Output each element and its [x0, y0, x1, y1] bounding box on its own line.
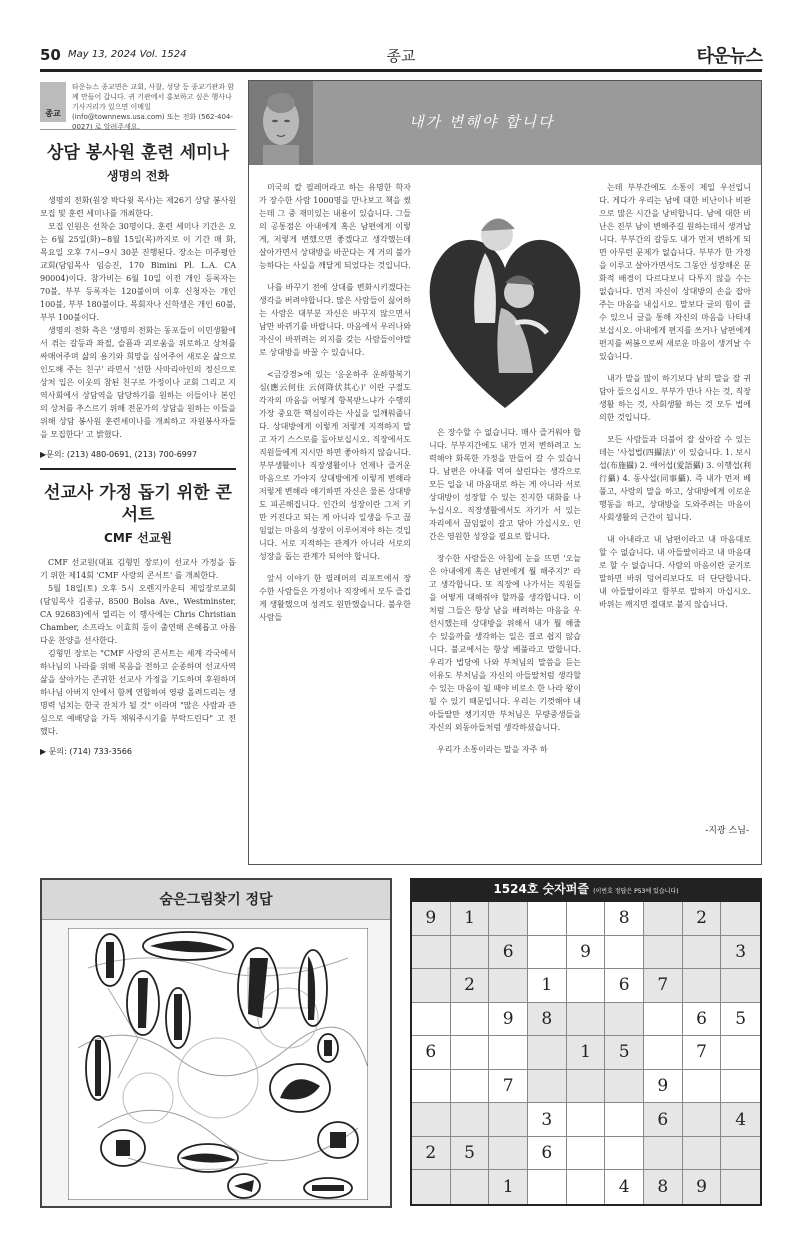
author-signature: -지광 스님- [705, 826, 749, 836]
sudoku-header [410, 878, 762, 900]
article-paragraph: 나를 바꾸기 전에 상대를 변화시키겠다는 생각을 버려야합니다. 많은 사람들이 싫어하는 사람은 대부분 자신은 바꾸지 않으면서 남만 바뀌기를 바랍니다. 마음에서 우러나와 자신이 바뀌려는 의지를 갖는 사람들이야말로 상대방을 바꿀 수 있습니다. [259, 283, 411, 357]
sudoku-cell [451, 1003, 490, 1037]
sudoku-cell: 5 [451, 1137, 490, 1171]
sudoku-cell [451, 936, 490, 970]
sudoku-cell [683, 1070, 722, 1104]
notice-tag-label: 종교 [45, 109, 61, 118]
sudoku-cell [528, 1070, 567, 1104]
sudoku-cell: 9 [644, 1070, 683, 1104]
sudoku-cell [721, 1170, 760, 1204]
article-paragraph: 미국의 칼 필레머라고 하는 유명한 학자가 장수한 사람 1000명을 만나보고 책을 썼는데 그 중 재미있는 내용이 있습니다. 그들의 공통점은 아내에게 혹은 남편에게 이렇게, 저렇게 변했으면 좋겠다고 생각했는데 살아가면서 상대방을 바꾼다는 게 거의 불가능하다는 사실을 깨달게 되었다는 것입니다. [259, 183, 411, 270]
sudoku-cell: 7 [644, 969, 683, 1003]
article1-subtitle: 생명의 전화 [106, 169, 170, 183]
sudoku-cell [644, 1036, 683, 1070]
article1-title: 상담 봉사원 훈련 세미나 [47, 143, 229, 163]
sudoku-cell [412, 969, 451, 1003]
sudoku-cell [644, 902, 683, 936]
hidden-picture-panel [40, 878, 392, 1208]
sudoku-cell: 1 [528, 969, 567, 1003]
sudoku-cell: 2 [683, 902, 722, 936]
sudoku-cell [412, 936, 451, 970]
sudoku-cell: 2 [412, 1137, 451, 1171]
sudoku-cell: 6 [644, 1103, 683, 1137]
article-paragraph: 모든 사람들과 더불어 잘 살아갈 수 있는 데는 '사섭법(四攝法)' 이 있습니다. 1. 보시섭(布施攝) 2. 애어섭(愛語攝) 3. 이행섭(利行攝) 4. 동사섭(同事攝). 즉 내가 먼저 베풀고, 사랑의 말을 하고, 상대방에게 이로운 행동을 하고, 상대방을 도와주려는 마음이 사회생활의 근간이 됩니다. [599, 435, 751, 522]
sudoku-cell [412, 1070, 451, 1104]
sudoku-cell [567, 902, 606, 936]
sudoku-panel [410, 878, 762, 1208]
article2-paragraph: CMF 선교원(대표 김형민 장로)이 선교사 가정을 돕기 위한 제14회 'CMF 사랑의 콘서트' 를 개최한다. [40, 558, 236, 580]
sudoku-cell [528, 1036, 567, 1070]
article-paragraph: <금강경>에 있는 '응운하주 운하항복기심(應云何住 云何降伏其心)' 이란 구절도 각자의 마음을 어떻게 항복받느냐가 수행의 가장 중요한 핵심이라는 사실을 일깨워줍니다. 상대방에게 이렇게 저렇게 지적하지 말고 자기 스스로를 돌아보십시오. 직장에서도 직원들에게 지시만 하면 좋아하지 않습니다. 부부생활이나 직장생활이나 언제나 즐거운 마음으로 가야지 상대방에게 이렇게 변해라 저렇게 변해라 얘기하면 자신은 물론 상대방도 피곤해집니다. 인간의 성장이란 그저 키만 커진다고 되는 게 아니라 일생을 두고 끊임없는 마음의 성장이 이루어져야 하는 것입니다. 서로 지적하는 관계가 아니라 서로의 성장을 돕는 관계가 되어야 합니다. [259, 370, 411, 561]
sudoku-cell: 1 [489, 1170, 528, 1204]
article2-title: 선교사 가정 돕기 위한 콘서트 [44, 483, 232, 525]
sudoku-cell: 8 [528, 1003, 567, 1037]
article1-paragraph: 생명의 전화 측은 '생명의 전화는 동포들이 이민생활에서 겪는 갈등과 좌절, 슬픔과 괴로움을 위로하고 상처를 싸매어주며 삶의 용기와 희망을 심어주어 새로운 삶으로 인도해 주는 친구' 라면서 '선한 사마리아인의 정신으로 상처 입은 이웃의 참된 친구로 가정이나 교회 그리고 지역사회에서 상담역을 담당하기를 원하는 이들이나 본인의 상처를 추스르기 위해 전문가의 상담을 원하는 이들을 위해 상담 봉사원 훈련세미나를 개최하고 자원봉사자들을 모집한다' 고 밝혔다. [40, 326, 236, 439]
sudoku-cell [489, 1036, 528, 1070]
sudoku-cell [412, 1003, 451, 1037]
sudoku-title: 1524호 숫자퍼즐 [493, 882, 589, 896]
sudoku-cell [605, 1103, 644, 1137]
sudoku-cell [528, 1170, 567, 1204]
sudoku-cell [721, 1036, 760, 1070]
sudoku-cell [644, 1137, 683, 1171]
sudoku-cell: 9 [567, 936, 606, 970]
buddha-image [249, 81, 313, 165]
article2-subtitle: CMF 선교원 [104, 531, 172, 545]
sudoku-cell [451, 1070, 490, 1104]
sudoku-cell [451, 1036, 490, 1070]
article-paragraph: 은 장수할 수 없습니다. 매사 즐거워야 합니다. 부부지간에도 내가 먼저 변하려고 노력해야 화목한 가정을 만들어 갈 수 있습니다. 남편은 아내를 먹여 살린다는 생각으로 모든 일을 내 마음대로 하는 게 아니라 서로 상대방이 성장할 수 있는 진지한 대화를 나누십시오. 직장생활에서도 자기가 서 있는 자리에서 끊임없이 갈고 닦아 가십시오. 인간은 영원한 성장을 필요로 합니다. [429, 428, 581, 541]
sudoku-cell: 4 [721, 1103, 760, 1137]
article-column-3 [599, 181, 751, 620]
section-title: 종교 [386, 47, 416, 65]
sudoku-cell [683, 936, 722, 970]
article2-paragraph: 김형민 장로는 "CMF 사랑의 콘서트는 세계 각국에서 하나님의 나라를 위해 복음을 전하고 순종하며 선교사역 삶을 살아가는 존귀한 선교사 가정을 기도하며 후원하며 하나님 아버지 안에서 함께 연합하여 영광 올려드리는 생명력 넘치는 한국 잔치가 될 것" 이라며 "많은 사람과 관심으로 예배당을 가득 채워주시기를 부탁드린다" 고 전했다. [40, 649, 236, 736]
sudoku-cell [567, 969, 606, 1003]
sudoku-cell: 6 [528, 1137, 567, 1171]
sudoku-cell [489, 902, 528, 936]
brand-logo: 타운뉴스 [696, 46, 762, 67]
sudoku-cell: 7 [489, 1070, 528, 1104]
article-paragraph: 는데 부부간에도 소통이 제일 우선입니다. 게다가 우리는 남에 대한 비난이나 비판으로 많은 시간을 낭비합니다. 남에 대한 비난은 진부 남이 변해주길 원하는데서 생겨납니다. 부부간의 갈등도 내가 먼저 변하게 되면 아무런 문제가 없습니다. 부부가 한 가정을 이루고 살아가면서도 그동안 성장해온 문화적 배경이 다르다보니 다투지 않을 수는 없습니다. 먼저 자신이 상대방의 손을 잡아주는 마음을 내십시오. 말보다 글의 힘이 클 수 있으니 글을 통해 자신의 마음을 나타내 보십시오. 아내에게 편지를 쓰거나 남편에게 편지를 써봄으로써 새로운 마음이 생겨날 수 있습니다. [599, 183, 751, 361]
article-banner [249, 81, 761, 165]
sudoku-cell [644, 936, 683, 970]
sudoku-cell: 8 [605, 902, 644, 936]
article-paragraph: 내가 말을 많이 하기보다 남의 말을 잘 귀담아 들으십시오. 부부가 만나 사는 것, 직장생활 하는 것, 사회생활 하는 것 모두 법에 의한 것입니다. [599, 374, 751, 422]
sudoku-grid [410, 900, 762, 1206]
page-header [40, 42, 762, 72]
sudoku-cell [721, 1137, 760, 1171]
hidden-picture-image [68, 928, 368, 1204]
sudoku-cell [451, 1103, 490, 1137]
sudoku-cell: 3 [528, 1103, 567, 1137]
sudoku-cell [605, 936, 644, 970]
sudoku-cell [721, 969, 760, 1003]
sudoku-cell: 6 [683, 1003, 722, 1037]
sudoku-cell: 7 [683, 1036, 722, 1070]
article-paragraph: 앞서 이야기 한 필레머의 리포트에서 장수한 사람들은 가정이나 직장에서 모두 즐겁게 생활했으며 성격도 원만했습니다. 불우한 사람들 [259, 574, 411, 622]
article2-contact: ▶ 문의: (714) 733-3566 [40, 747, 132, 756]
article1-contact: ▶문의: (213) 480-0691, (213) 700-6997 [40, 450, 198, 459]
hidden-picture-title: 숨은그림찾기 정답 [42, 880, 390, 920]
article2-paragraph: 5월 18일(토) 오후 5시 오렌지카운티 제일장로교회(담임목사 김종규, 8500 Bolsa Ave., Westminster, CA 92683)에서 열리는 이 행사에는 Chris Christian Chamber, 소프라노 이효희 등이 출연해 은혜롭고 아름다운 찬양을 선사한다. [40, 584, 236, 645]
article2-body [40, 556, 236, 738]
sudoku-cell [528, 902, 567, 936]
sudoku-note: (이번호 정답은 P53에 있습니다) [593, 888, 679, 895]
sudoku-cell [567, 1103, 606, 1137]
sudoku-cell [605, 1003, 644, 1037]
notice-box [40, 80, 236, 130]
sudoku-cell [683, 1137, 722, 1171]
sudoku-cell [567, 1003, 606, 1037]
sudoku-cell [683, 1103, 722, 1137]
sudoku-cell: 5 [721, 1003, 760, 1037]
sudoku-cell: 6 [412, 1036, 451, 1070]
article-column-1 [259, 181, 411, 633]
sudoku-cell: 2 [451, 969, 490, 1003]
sudoku-cell: 6 [489, 936, 528, 970]
issue-date: May 13, 2024 Vol. 1524 [68, 49, 187, 60]
article1-body [40, 194, 236, 441]
article-paragraph: 우리가 소통이라는 말을 자주 하 [437, 745, 548, 754]
sudoku-cell [567, 1070, 606, 1104]
sudoku-cell: 3 [721, 936, 760, 970]
main-article [248, 80, 762, 865]
sudoku-cell: 6 [605, 969, 644, 1003]
sudoku-cell [605, 1137, 644, 1171]
page-number: 50 [40, 46, 61, 64]
article1-paragraph: 생명의 전화(원장 박다윗 목사)는 제26기 상담 봉사원 모집 및 훈련 세미나를 개최한다. [40, 196, 236, 218]
sudoku-cell [489, 969, 528, 1003]
sudoku-cell [412, 1170, 451, 1204]
sudoku-cell: 1 [567, 1036, 606, 1070]
couple-illustration [415, 173, 595, 418]
sudoku-cell [528, 936, 567, 970]
sudoku-cell: 9 [489, 1003, 528, 1037]
sudoku-cell [721, 1070, 760, 1104]
sudoku-cell: 4 [605, 1170, 644, 1204]
article-paragraph: 내 아내라고 내 남편이라고 내 마음대로 할 수 없습니다. 내 아들딸이라고 내 마음대로 할 수 없습니다. 사람의 마음이란 굳기로 말하면 바위 덩어리보다도 더 단단합니다. 내 아들딸이라고 함부로 말하지 마십시오. 바위는 깨지면 절대로 붙지 않습니다. [599, 535, 751, 609]
sudoku-cell: 8 [644, 1170, 683, 1204]
banner-title: 내가 변해야 합니다 [409, 113, 555, 131]
sudoku-cell [451, 1170, 490, 1204]
sudoku-cell: 1 [451, 902, 490, 936]
sudoku-cell [489, 1137, 528, 1171]
sudoku-cell: 9 [412, 902, 451, 936]
sudoku-cell [644, 1003, 683, 1037]
sudoku-cell [721, 902, 760, 936]
sudoku-cell [412, 1103, 451, 1137]
sudoku-cell [605, 1070, 644, 1104]
sudoku-cell: 9 [683, 1170, 722, 1204]
article1-paragraph: 모집 인원은 선착순 30명이다. 훈련 세미나 기간은 오는 6월 25일(화)~8월 15일(목)까지로 이 기간 매 화, 목요일 오후 7시~9시 30분 진행된다. 장소는 미주평안교회(담임목사 임승진, 170 Bimini Pl. L.A. CA 90004)이다. 참가비는 6월 10일 이전 개인 등록자는 70불, 부부 등록자는 120불이며 이후 신청자는 개인 100불, 부부 180불이다. 목회자나 신학생은 개인 60불, 부부 100불이다. [40, 222, 236, 322]
notice-text: 타운뉴스 종교면은 교회, 사찰, 성당 등 종교기관과 함께 만들어 갑니다. 귀 기관에서 홍보하고 싶은 행사나 기사거리가 있으면 이메일 (info@townnews.usa.com) 또는 전화 (562-404-0027) 로 알려주세요. [72, 83, 235, 131]
left-column [40, 80, 236, 865]
sudoku-cell: 5 [605, 1036, 644, 1070]
sudoku-cell [683, 969, 722, 1003]
sudoku-cell [489, 1103, 528, 1137]
sudoku-cell [567, 1170, 606, 1204]
divider [40, 468, 236, 470]
article-column-2 [429, 426, 581, 765]
article-paragraph: 장수한 사람들은 아침에 눈을 뜨면 '오늘은 아내에게 혹은 남편에게 뭘 해주지?' 라고 생각합니다. 또 직장에 나가서는 직원들을 어떻게 대해줘야 할까를 생각합니다. 이처럼 그들은 항상 남을 배려하는 마음을 우선시했는데 상대방을 위해서 내가 뭘 해줄 수 있을까를 생각하는 일은 결코 쉽지 않습니다. 불교에서는 항상 베풀라고 말합니다. 우리가 법당에 나와 부처님의 말씀을 듣는 이유도 부처님을 자신의 아들딸처럼 생각할 수 있는 마음이 될 때야 비로소 한 나라 왕이 될 수 있기 때문입니다. 우리는 기껏해야 내 아들딸만 챙기지만 부처님은 무량중생들을 자신의 외동아들처럼 생각하셨습니다. [429, 554, 581, 732]
sudoku-cell [567, 1137, 606, 1171]
